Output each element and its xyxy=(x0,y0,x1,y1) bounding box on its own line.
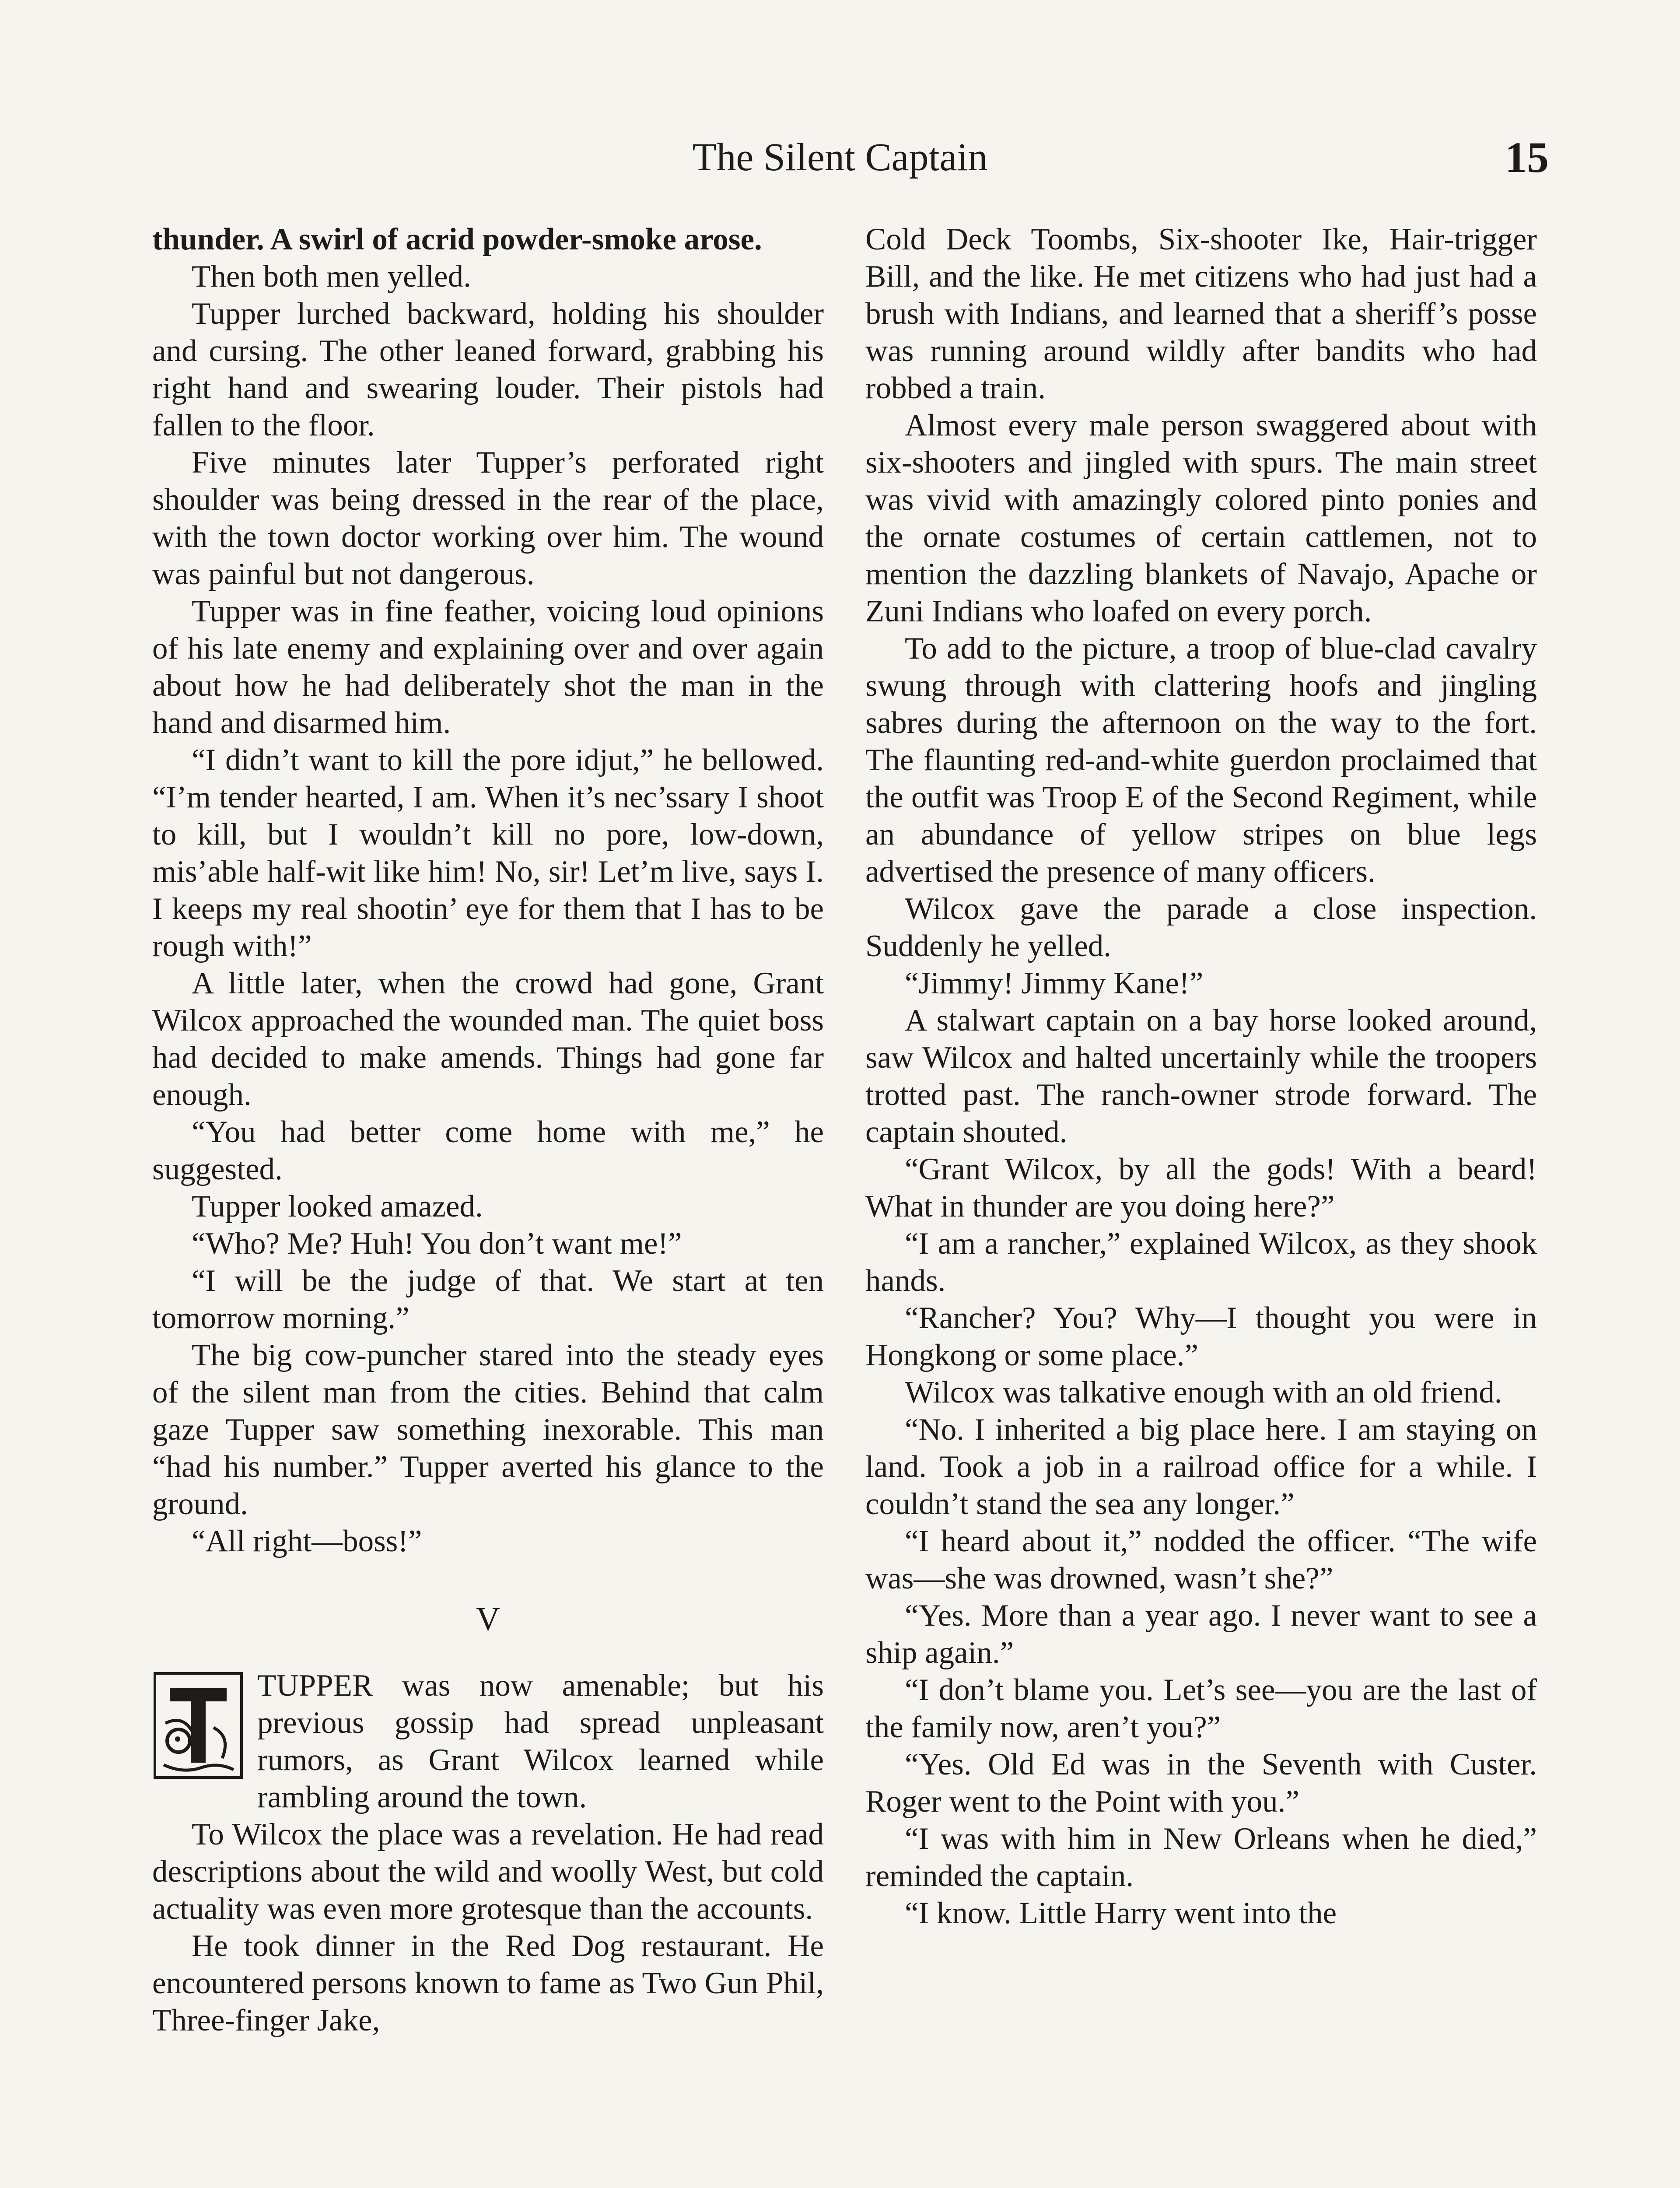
page-title: The Silent Captain xyxy=(692,136,988,179)
paragraph: “All right—boss!” xyxy=(192,1524,422,1558)
paragraph: Wilcox gave the parade a close inspection. Suddenly he yelled. xyxy=(865,892,1537,963)
paragraph: “I am a rancher,” explained Wilcox, as they shook hands. xyxy=(865,1227,1537,1298)
paragraph: Tupper lurched backward, holding his shoulder and cursing. The other leaned forward, grabbing his right hand and swearing louder. Their pistols had fallen to the floor. xyxy=(152,297,824,442)
left-column xyxy=(152,221,824,2039)
section-heading: V xyxy=(476,1601,500,1637)
paragraph: “Jimmy! Jimmy Kane!” xyxy=(905,966,1204,1000)
right-column xyxy=(865,221,1537,1932)
paragraph: Tupper looked amazed. xyxy=(192,1189,483,1224)
paragraph: “I don’t blame you. Let’s see—you are the last of the family now, aren’t you?” xyxy=(865,1673,1537,1744)
paragraph: “Rancher? You? Why—I thought you were in Hongkong or some place.” xyxy=(865,1301,1537,1372)
paragraph: Then both men yelled. xyxy=(192,259,471,294)
paragraph: Cold Deck Toombs, Six-shooter Ike, Hair-trigger Bill, and the like. He met citizens who had just had a brush with Indians, and learned that a sheriff’s posse was running around wildly after bandits who had robbed a train. xyxy=(865,222,1537,405)
paragraph: A little later, when the crowd had gone, Grant Wilcox approached the wounded man. The quiet boss had decided to make amends. Things had gone far enough. xyxy=(152,966,824,1112)
paragraph: TUPPER was now amenable; but his previous gossip had spread unpleasant rumors, as Grant Wilcox learned while rambling around the town. xyxy=(257,1669,824,1814)
paragraph: He took dinner in the Red Dog restaurant. He encountered persons known to fame as Two Gun Phil, Three-finger Jake, xyxy=(152,1929,824,2037)
paragraph: thunder. A swirl of acrid powder-smoke arose. xyxy=(152,222,762,256)
paragraph: “You had better come home with me,” he suggested. xyxy=(152,1115,824,1186)
paragraph: “Grant Wilcox, by all the gods! With a beard! What in thunder are you doing here?” xyxy=(865,1152,1537,1224)
paragraph: A stalwart captain on a bay horse looked around, saw Wilcox and halted uncertainly while the troopers trotted past. The ranch-owner strode forward. The captain shouted. xyxy=(865,1003,1537,1149)
paragraph: To Wilcox the place was a revelation. He had read descriptions about the wild and woolly West, but cold actuality was even more grotesque than the accounts. xyxy=(152,1817,824,1926)
paragraph: Almost every male person swaggered about with six-shooters and jingled with spurs. The main street was vivid with amazingly colored pinto ponies and the ornate costumes of certain cattlemen, not to mention the dazzling blankets of Navajo, Apache or Zuni Indians who loafed on every porch. xyxy=(865,408,1537,628)
paragraph: “I was with him in New Orleans when he died,” reminded the captain. xyxy=(865,1822,1537,1893)
paragraph: “Yes. Old Ed was in the Seventh with Custer. Roger went to the Point with you.” xyxy=(865,1747,1537,1819)
paragraph: Tupper was in fine feather, voicing loud opinions of his late enemy and explaining over and over again about how he had deliberately shot the man in the hand and disarmed him. xyxy=(152,594,824,740)
paragraph: Wilcox was talkative enough with an old friend. xyxy=(905,1375,1502,1410)
paragraph: “I know. Little Harry went into the xyxy=(905,1896,1337,1930)
paragraph: “I didn’t want to kill the pore idjut,” he bellowed. “I’m tender hearted, I am. When it’s nec’ssary I shoot to kill, but I wouldn’t kill no pore, low-down, mis’able half-wit like him! No, sir! Let’m live, says I. I keeps my real shootin’ eye for them that I has to be rough with!” xyxy=(152,743,824,963)
paragraph: “Who? Me? Huh! You don’t want me!” xyxy=(192,1227,682,1261)
page-number: 15 xyxy=(1505,133,1549,182)
paragraph: Five minutes later Tupper’s perforated right shoulder was being dressed in the rear of the place, with the town doctor working over him. The wound was painful but not dangerous. xyxy=(152,445,824,591)
running-head xyxy=(0,131,1680,193)
ornamental-initial-T-icon xyxy=(152,1671,244,1780)
paragraph: “No. I inherited a big place here. I am staying on land. Took a job in a railroad office for a while. I couldn’t stand the sea any longer.” xyxy=(865,1413,1537,1521)
paragraph: “I heard about it,” nodded the officer. “The wife was—she was drowned, wasn’t she?” xyxy=(865,1524,1537,1595)
paragraph: “I will be the judge of that. We start at ten tomorrow morning.” xyxy=(152,1264,824,1335)
paragraph: The big cow-puncher stared into the steady eyes of the silent man from the cities. Behind that calm gaze Tupper saw something inexorable. This man “had his number.” Tupper averted his glance to the ground. xyxy=(152,1338,824,1521)
paragraph: To add to the picture, a troop of blue-clad cavalry swung through with clattering hoofs and jingling sabres during the afternoon on the way to the fort. The flaunting red-and-white guerdon proclaimed that the outfit was Troop E of the Second Regiment, while an abundance of yellow stripes on blue legs advertised the presence of many officers. xyxy=(865,631,1537,889)
paragraph: “Yes. More than a year ago. I never want to see a ship again.” xyxy=(865,1599,1537,1670)
